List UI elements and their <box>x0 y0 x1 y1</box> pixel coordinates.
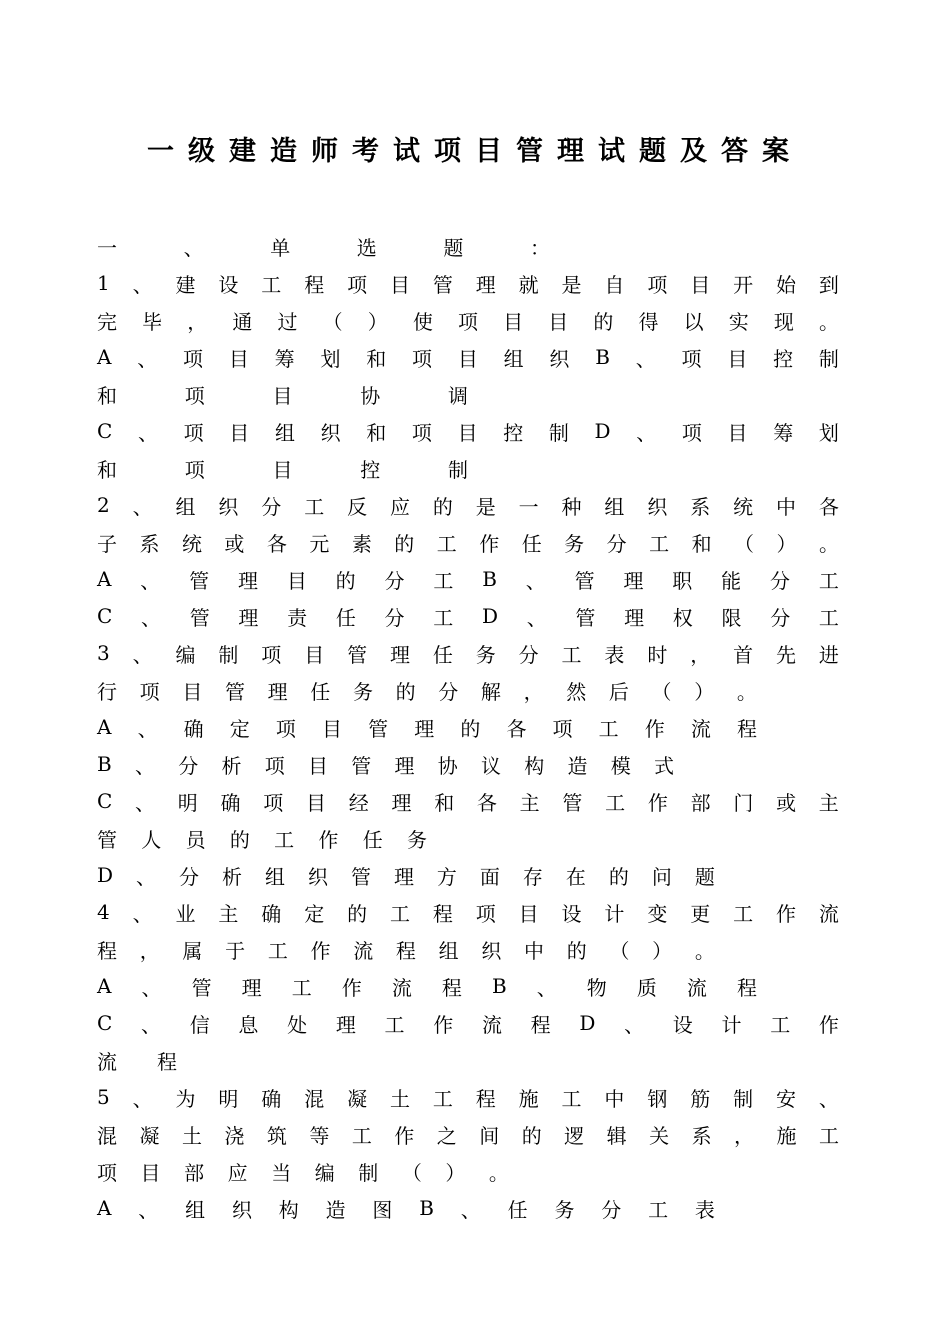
text-line: 混 凝 土 浇 筑 等 工 作 之 间 的 逻 辑 关 系 ， 施 工 <box>97 1123 839 1148</box>
text-line: 行 项 目 管 理 任 务 的 分 解 ， 然 后 （ ） 。 <box>97 679 757 704</box>
text-line: 完 毕 ， 通 过 （ ） 使 项 目 目 的 得 以 实 现 。 <box>97 309 839 334</box>
text-line: 程 ， 属 于 工 作 流 程 组 织 中 的 （ ） 。 <box>97 938 715 963</box>
document-title: 一级建造师考试项目管理试题及答案 <box>147 136 803 167</box>
text-line: 一 、 单 选 题 ： <box>97 235 550 260</box>
text-line: 3 、 编 制 项 目 管 理 任 务 分 工 表 时 ， 首 先 进 <box>97 641 839 667</box>
text-line: C 、 信 息 处 理 工 作 流 程 D 、 设 计 工 作 <box>97 1011 839 1037</box>
text-line: 流 程 <box>97 1049 177 1074</box>
text-line: A 、 管 理 目 的 分 工 B 、 管 理 职 能 分 工 <box>97 567 839 593</box>
text-line: 4 、 业 主 确 定 的 工 程 项 目 设 计 变 更 工 作 流 <box>97 900 839 926</box>
text-line: C 、 管 理 责 任 分 工 D 、 管 理 权 限 分 工 <box>97 604 839 630</box>
text-line: A 、 确 定 项 目 管 理 的 各 项 工 作 流 程 <box>97 715 757 741</box>
text-line: A 、 管 理 工 作 流 程 B 、 物 质 流 程 <box>97 974 757 1000</box>
text-line: 项 目 部 应 当 编 制 （ ） 。 <box>97 1160 509 1185</box>
text-line: C 、 明 确 项 目 经 理 和 各 主 管 工 作 部 门 或 主 <box>97 789 839 815</box>
text-line: C 、 项 目 组 织 和 项 目 控 制 D 、 项 目 筹 划 <box>97 419 839 445</box>
text-line: A 、 项 目 筹 划 和 项 目 组 织 B 、 项 目 控 制 <box>97 345 839 371</box>
text-line: D 、 分 析 组 织 管 理 方 面 存 在 的 问 题 <box>97 863 715 889</box>
text-line: B 、 分 析 项 目 管 理 协 议 构 造 模 式 <box>97 752 674 778</box>
text-line: A 、 组 织 构 造 图 B 、 任 务 分 工 表 <box>97 1196 715 1222</box>
text-line: 子 系 统 或 各 元 素 的 工 作 任 务 分 工 和 （ ） 。 <box>97 531 839 556</box>
text-line: 和 项 目 协 调 <box>97 383 468 408</box>
text-line: 2 、 组 织 分 工 反 应 的 是 一 种 组 织 系 统 中 各 <box>97 493 839 519</box>
text-line: 管 人 员 的 工 作 任 务 <box>97 827 427 852</box>
text-line: 1 、 建 设 工 程 项 目 管 理 就 是 自 项 目 开 始 到 <box>97 271 839 297</box>
text-line: 和 项 目 控 制 <box>97 457 468 482</box>
text-line: 5 、 为 明 确 混 凝 土 工 程 施 工 中 钢 筋 制 安 、 <box>97 1085 839 1111</box>
